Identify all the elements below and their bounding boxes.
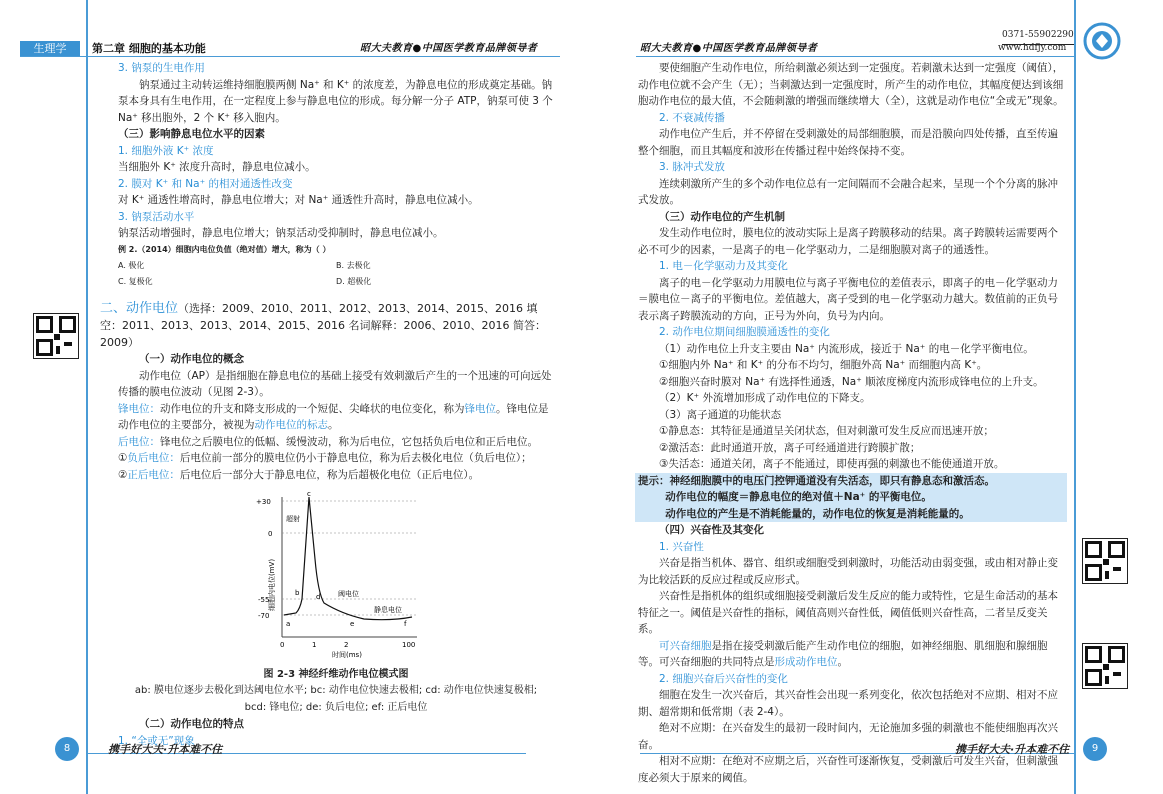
y-tick-2: -55	[258, 596, 270, 604]
num: ①	[118, 452, 128, 464]
paragraph: 钠泵通过主动转运维持细胞膜两侧 Na⁺ 和 K⁺ 的浓度差，为静息电位的形成奠定基础。钠泵本身具有生电作用，在一定程度上参与静息电位的形成。每分解一分子 ATP，钠泵可使 3 个 Na⁺ 移出胞外，2 个 K⁺ 移入胞内。	[118, 78, 553, 124]
option-a: A. 极化	[118, 261, 145, 270]
point-f: f	[404, 620, 407, 628]
paragraph: ①静息态：其特征是通道呈关闭状态，但对刺激可发生反应而迅速开放；	[659, 425, 994, 437]
term: 负后电位：	[127, 452, 180, 464]
paragraph: 发生动作电位时，膜电位的波动实际上是离子跨膜移动的结果。离子跨膜转运需要两个必不可少的因素，一是离子的电－化学驱动力，二是细胞膜对离子的通透性。	[638, 227, 1058, 256]
text: 后电位后一部分大于静息电位，称为后超极化电位（正后电位）。	[179, 468, 480, 481]
paragraph: ③失活态：通道关闭，离子不能通过，即使再强的刺激也不能使通道开放。	[659, 458, 1005, 470]
answer-options	[118, 258, 554, 290]
paragraph: 离子的电－化学驱动力用膜电位与离子平衡电位的差值表示，即离子的电－化学驱动力＝膜电位－离子的平衡电位。差值越大，离子受到的电－化学驱动力越大。数值前的正负号表示离子跨膜流动的方向，正号为外向，负号为内向。	[638, 276, 1058, 322]
footer-slogan-left: 携手好大夫·升本难不住	[108, 743, 223, 756]
subheading: 2. 不衰减传播	[659, 111, 725, 124]
paragraph: 钠泵活动增强时，静息电位增大；钠泵活动受抑制时，静息电位减小。	[118, 227, 444, 239]
spike-paragraph	[118, 401, 554, 434]
paragraph: ①细胞内外 Na⁺ 和 K⁺ 的分布不均匀，细胞外高 Na⁺ 而细胞内高 K⁺。	[659, 359, 988, 371]
paragraph: 当细胞外 K⁺ 浓度升高时，静息电位减小。	[118, 161, 316, 173]
text: 动作电位的升支和降支形成的一个短促、尖峰状的电位变化，称为	[160, 402, 465, 415]
x-tick-2: 2	[344, 641, 349, 649]
subheading: 3. 钠泵的生电作用	[118, 62, 205, 74]
right-column	[638, 60, 1064, 786]
page-number-right: 9	[1083, 737, 1107, 761]
subheading: 3. 脉冲式发放	[659, 161, 725, 173]
paragraph: 细胞在发生一次兴奋后，其兴奋性会出现一系列变化，依次包括绝对不应期、相对不应期、超常期和低常期（表 2-4）。	[638, 689, 1058, 718]
paragraph: 绝对不应期：在兴奋发生的最初一段时间内，无论施加多强的刺激也不能使细胞再次兴奋。	[638, 722, 1058, 751]
brand-slogan-right: 昭大夫教育●中国医学教育品牌领导者	[640, 43, 818, 54]
pos-paragraph	[118, 467, 554, 484]
resting-label: 静息电位	[374, 606, 402, 614]
website: www.hdfjy.com	[998, 43, 1067, 53]
figure-note: ab: 膜电位逐步去极化到达阈电位水平; bc: 动作电位快速去极相; cd: 动作电位快速复极相;	[134, 685, 538, 696]
after-paragraph	[118, 434, 554, 451]
paragraph: 动作电位（AP）是指细胞在静息电位的基础上接受有效刺激后产生的一个迅速的可向远处传播的膜电位波动（见图 2-3）。	[118, 369, 552, 398]
paragraph: 兴奋性是指机体的组织或细胞接受刺激后发生反应的能力或特性，它是生命活动的基本特征之一。阈值是兴奋性的指标，阈值高则兴奋性低，阈值低则兴奋性高，二者呈反变关系。	[638, 590, 1058, 635]
section-meta: （选择：2009、2010、2011、2012、2013、2014、2015、2016 填空：2011、2013、2013、2014、2015、2016 名词解释：2006、2010、2016 简答：2009）	[100, 302, 546, 349]
x-tick-0: 0	[280, 641, 285, 649]
x-tick-3: 100	[402, 641, 416, 649]
figure-note: bcd: 锋电位; de: 负后电位; ef: 正后电位	[244, 701, 428, 713]
left-margin-line	[86, 0, 88, 794]
num: ②	[118, 468, 128, 481]
neg-paragraph	[118, 450, 554, 467]
section-heading: （三）动作电位的产生机制	[659, 210, 785, 223]
point-d: d	[316, 593, 321, 601]
x-axis-label: 时间(ms)	[332, 651, 362, 659]
subheading: 1. “全或无”现象	[118, 734, 195, 747]
section-heading: （一）动作电位的概念	[139, 353, 244, 365]
paragraph: 连续刺激所产生的多个动作电位总有一定间隔而不会融合起来，呈现一个个分离的脉冲式发放。	[638, 177, 1058, 206]
paragraph: 动作电位产生后，并不停留在受刺激处的局部细胞膜，而是沿膜向四处传播，直至传遍整个细胞，而且其幅度和波形在传播过程中始终保持不变。	[638, 128, 1058, 157]
qr-code-icon[interactable]	[33, 313, 79, 359]
term: 动作电位的标志	[254, 419, 328, 431]
text: 锋电位之后膜电位的低幅、缓慢波动，称为后电位，它包括负后电位和正后电位。	[160, 435, 538, 448]
footer-slogan-right: 携手好大夫·升本难不住	[955, 743, 1070, 756]
y-tick-1: 0	[268, 530, 273, 538]
tip-line: 提示：神经细胞膜中的电压门控钾通道没有失活态，即只有静息态和激活态。	[638, 474, 995, 487]
logo-seal-icon	[1082, 22, 1122, 60]
paragraph: 要使细胞产生动作电位，所给刺激必须达到一定强度。若刺激未达到一定强度（阈值），动作电位就不会产生（无）；当刺激达到一定强度时，所产生的动作电位，其幅度便达到该细胞动作电位的最大值，不会随刺激的增强而继续增大（全），这就是动作电位“全或无”现象。	[638, 62, 1064, 107]
option-c: C. 复极化	[118, 277, 153, 286]
y-tick-0: +30	[256, 498, 271, 506]
subheading: 1. 电－化学驱动力及其变化	[659, 260, 788, 272]
section-title	[100, 300, 554, 351]
text: 。	[837, 656, 848, 668]
page-number-left: 8	[55, 737, 79, 761]
section-heading: （四）兴奋性及其变化	[659, 524, 764, 536]
text: 。	[328, 419, 339, 431]
paragraph: ②细胞兴奋时膜对 Na⁺ 有选择性通透，Na⁺ 顺浓度梯度内流形成锋电位的上升支。	[659, 375, 1044, 388]
action-potential-figure	[252, 489, 422, 659]
subject-tag: 生理学	[20, 41, 80, 56]
figure-caption: 图 2-3 神经纤维动作电位模式图	[263, 668, 409, 680]
phone-number: 0371-55902290	[1002, 27, 1074, 45]
subheading: 2. 动作电位期间细胞膜通透性的变化	[659, 326, 830, 338]
section-heading: （二）动作电位的特点	[139, 718, 244, 730]
subheading: 2. 细胞兴奋后兴奋性的变化	[659, 672, 788, 685]
qr-code-icon[interactable]	[1082, 643, 1128, 689]
term: 锋电位：	[118, 402, 160, 415]
point-a: a	[286, 620, 291, 628]
option-d: D. 超极化	[336, 277, 372, 286]
term: 后电位：	[118, 435, 160, 448]
section-heading: （三）影响静息电位水平的因素	[118, 128, 265, 140]
text: 是指在接受刺激后能产生动作电位的细胞，如神经细胞、肌细胞和腺细胞等。可兴奋细胞的共同特点是	[638, 639, 1048, 668]
qr-code-icon[interactable]	[1082, 538, 1128, 584]
option-b: B. 去极化	[336, 261, 371, 270]
term: 正后电位：	[127, 468, 180, 481]
tip-line: 动作电位的幅度＝静息电位的绝对值＋Na⁺ 的平衡电位。	[665, 491, 932, 503]
section-title-text: 二、动作电位	[100, 301, 179, 316]
tip-line: 动作电位的产生是不消耗能量的，动作电位的恢复是消耗能量的。	[665, 507, 970, 520]
paragraph: （2）K⁺ 外流增加形成了动作电位的下降支。	[659, 392, 871, 404]
y-axis-label: 细胞内电位(mV)	[268, 558, 276, 611]
paragraph: （1）动作电位上升支主要由 Na⁺ 内流形成，接近于 Na⁺ 的电－化学平衡电位。	[659, 342, 1034, 355]
brand-slogan-left: 昭大夫教育●中国医学教育品牌领导者	[360, 43, 538, 54]
overshoot-label: 超射	[286, 515, 300, 523]
term: 形成动作电位	[774, 656, 838, 668]
right-margin-line	[1074, 0, 1076, 794]
text: 。锋电位是动作电位的主要部分，被视为	[118, 402, 549, 431]
point-b: b	[295, 589, 300, 597]
chapter-title: 第二章 细胞的基本功能	[92, 42, 206, 55]
subheading: 2. 膜对 K⁺ 和 Na⁺ 的相对通透性改变	[118, 177, 293, 190]
paragraph: 对 K⁺ 通透性增高时，静息电位增大；对 Na⁺ 通透性升高时，静息电位减小。	[118, 194, 479, 206]
tip-box	[635, 473, 1067, 523]
term: 锋电位	[464, 402, 496, 415]
excitable-paragraph	[638, 638, 1064, 671]
left-column	[100, 60, 554, 749]
subheading: 1. 细胞外液 K⁺ 浓度	[118, 144, 214, 157]
term: 可兴奋细胞	[659, 639, 712, 652]
text: 后电位前一部分的膜电位仍小于静息电位，称为后去极化电位（负后电位）；	[179, 452, 532, 464]
threshold-label: 阈电位	[338, 590, 359, 598]
example-question: 例 2.（2014）细胞内电位负值（绝对值）增大，称为（ ）	[118, 244, 331, 254]
subheading: 1. 兴奋性	[659, 540, 704, 553]
paragraph: （3）离子通道的功能状态	[659, 408, 782, 421]
paragraph: 相对不应期：在绝对不应期之后，兴奋性可逐渐恢复，受刺激后可发生兴奋，但刺激强度必须大于原来的阈值。	[638, 755, 1058, 784]
paragraph: ②激活态：此时通道开放，离子可经通道进行跨膜扩散；	[659, 441, 921, 454]
point-e: e	[350, 620, 355, 628]
point-c: c	[307, 490, 311, 498]
subheading: 3. 钠泵活动水平	[118, 210, 195, 223]
paragraph: 兴奋是指当机体、器官、组织或细胞受到刺激时，功能活动由弱变强，或由相对静止变为比较活跃的反应过程或反应形式。	[638, 557, 1058, 586]
y-tick-3: -70	[258, 612, 270, 620]
x-tick-1: 1	[312, 641, 317, 649]
